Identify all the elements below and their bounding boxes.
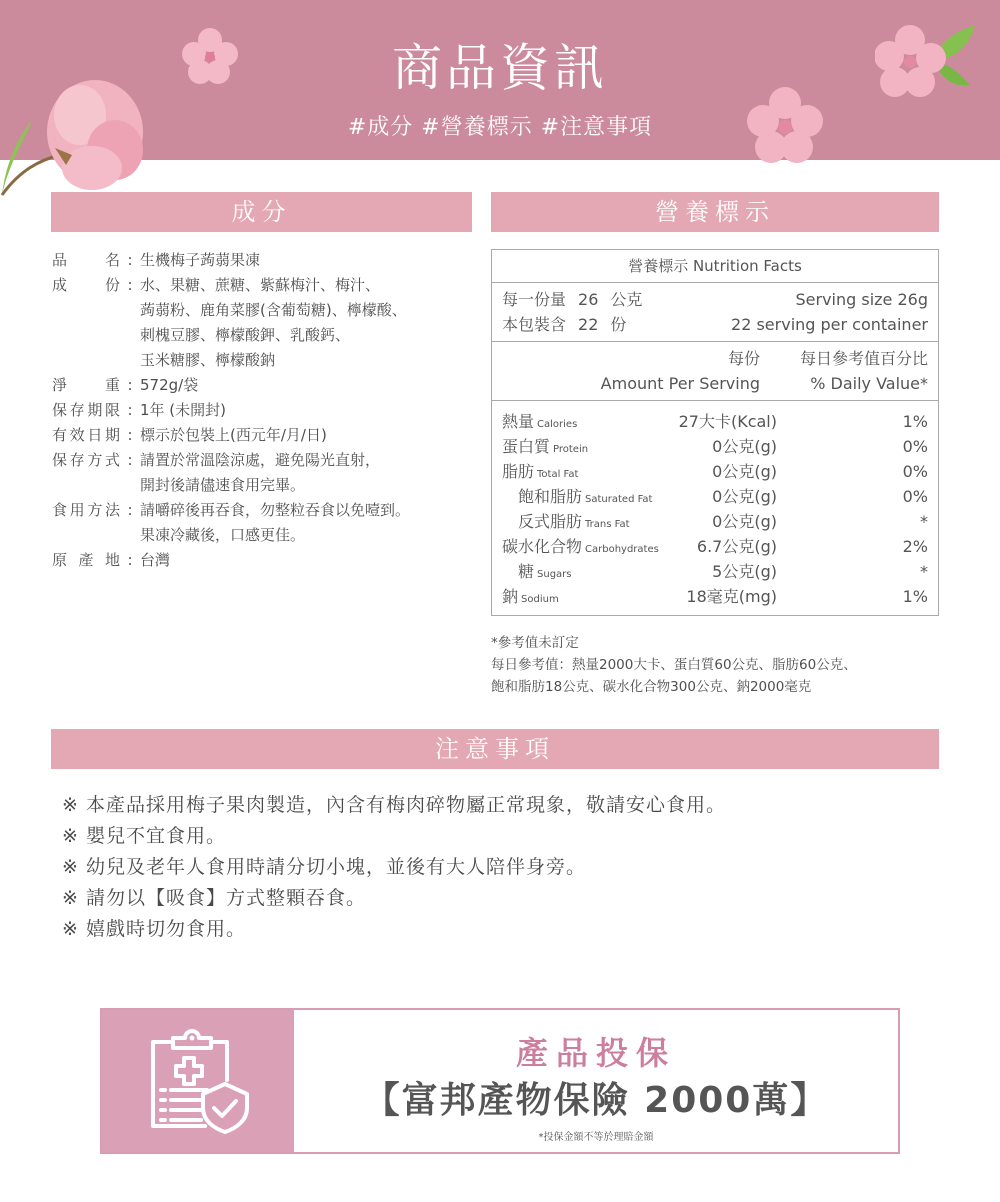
amount-header-cn: 每份 [727,349,760,368]
serving-size-label: 每一份量 [502,290,567,309]
ingredient-label: 食 用 方 法 : [52,501,133,519]
dv-header-en: % Daily Value* [810,374,928,393]
section-bar-precautions: 注意事項 [51,729,939,769]
insurance-note: *投保金額不等於理賠金額 [538,1132,654,1143]
insurance-icon-panel [102,1010,294,1152]
precaution-item: ※ 本產品採用梅子果肉製造，內含有梅肉碎物屬正常現象，敬請安心食用。 [62,794,726,816]
header-banner [0,0,1000,160]
nutrient-amount: 0公克(g) [712,512,777,531]
ingredient-value: 請置於常溫陰涼處，避免陽光直射， [140,451,381,469]
ingredient-label: 淨 重 : [52,376,133,394]
section-bar-ingredients: 成分 [51,192,472,232]
nutrient-dv: 0% [902,462,928,481]
page-tags: #成分 #營養標示 #注意事項 [347,115,653,140]
servings-count-value: 22 [578,315,599,334]
nutrient-row: 熱量 Calories 27大卡(Kcal) 1% [502,409,928,434]
insurance-text [294,1010,898,1152]
nutrient-row: 脂肪 Total Fat 0公克(g) 0% [502,459,928,484]
ingredient-label: 品 名 : [52,251,133,269]
ingredient-row-name [52,248,482,273]
nutrient-row: 蛋白質 Protein 0公克(g) 0% [502,434,928,459]
nutrient-row: 飽和脂肪 Saturated Fat 0公克(g) 0% [502,484,928,509]
precaution-item: ※ 嬰兒不宜食用。 [62,825,226,847]
serving-size-value: 26 [578,290,599,309]
dv-header-cn: 每日參考值百分比 [799,349,928,368]
nutrient-dv: 1% [902,587,928,606]
nutrient-row: 碳水化合物 Carbohydrates 6.7公克(g) 2% [502,534,928,559]
nutrient-dv: 1% [902,412,928,431]
ingredient-value: 生機梅子蒟蒻果凍 [140,251,261,269]
nutrient-dv: * [920,562,928,581]
nutrient-amount: 0公克(g) [712,487,777,506]
nutrient-row: 鈉 Sodium 18毫克(mg) 1% [502,584,928,609]
precaution-item: ※ 嬉戲時切勿食用。 [62,918,246,940]
nutrition-column-headers [492,342,938,401]
nutrition-rows [492,401,938,615]
ingredient-value: 標示於包裝上(西元年/月/日) [140,426,327,444]
ingredient-row-expiry [52,423,482,448]
precaution-item: ※ 幼兒及老年人食用時請分切小塊，並後有大人陪伴身旁。 [62,856,586,878]
nutrient-amount: 18毫克(mg) [686,587,777,606]
nutrient-dv: 2% [902,537,928,556]
insurance-box [100,1008,900,1154]
ingredient-row-storage [52,448,482,498]
ingredient-value: 刺槐豆膠、檸檬酸鉀、乳酸鈣、 [140,326,351,344]
ingredients-list [52,248,482,573]
ingredient-value: 開封後請儘速食用完畢。 [140,476,306,494]
ingredient-label: 成 份 : [52,276,133,294]
nutrition-note: 飽和脂肪18公克、碳水化合物300公克、鈉2000毫克 [491,679,812,695]
ingredient-label: 原 產 地 : [52,551,133,569]
nutrient-amount: 5公克(g) [712,562,777,581]
ingredient-value: 玉米糖膠、檸檬酸鈉 [140,351,276,369]
insurance-amount: 【富邦產物保險 2000萬】 [363,1080,829,1121]
servings-count-en: 22 serving per container [731,315,928,334]
nutrient-dv: * [920,512,928,531]
nutrient-dv: 0% [902,487,928,506]
ingredient-value: 572g/袋 [140,376,199,394]
precautions-list [62,790,942,945]
nutrition-table-title: 營養標示 Nutrition Facts [492,250,938,283]
insurance-title: 產品投保 [515,1034,676,1072]
ingredient-value: 1年 (未開封) [140,401,227,419]
ingredient-label: 有 效 日 期 : [52,426,133,444]
nutrient-dv: 0% [902,437,928,456]
page-title: 商品資訊 [392,39,608,97]
section-bar-nutrition: 營養標示 [491,192,939,232]
nutrient-amount: 27大卡(Kcal) [678,412,777,431]
nutrient-amount: 0公克(g) [712,462,777,481]
ingredient-value: 水、果糖、蔗糖、紫蘇梅汁、梅汁、 [140,276,381,294]
nutrient-amount: 0公克(g) [712,437,777,456]
ingredient-row-usage [52,498,482,548]
ingredient-row-origin [52,548,482,573]
ingredient-row-contents [52,273,482,373]
serving-size-en: Serving size 26g [795,290,928,309]
clipboard-shield-icon [143,1028,253,1134]
nutrition-note: 每日參考值：熱量2000大卡、蛋白質60公克、脂肪60公克、 [491,657,857,673]
ingredient-value: 蒟蒻粉、鹿角菜膠(含葡萄糖)、檸檬酸、 [140,301,407,319]
ingredient-row-weight [52,373,482,398]
nutrient-row: 反式脂肪 Trans Fat 0公克(g) * [502,509,928,534]
serving-size-unit: 公克 [610,290,643,309]
nutrition-note: *參考值未訂定 [491,635,579,651]
servings-count-label: 本包裝含 [502,315,567,334]
nutrient-amount: 6.7公克(g) [696,537,777,556]
precaution-item: ※ 請勿以【吸食】方式整顆吞食。 [62,887,366,909]
ingredient-row-shelf-life [52,398,482,423]
ingredient-label: 保 存 期 限 : [52,401,133,419]
nutrition-facts-table [491,249,939,616]
ingredient-value: 果凍冷藏後，口感更佳。 [140,526,306,544]
serving-info [492,283,938,342]
amount-header-en: Amount Per Serving [600,374,760,393]
ingredient-value: 請嚼碎後再吞食，勿整粒吞食以免噎到。 [140,501,411,519]
ingredient-label: 保 存 方 式 : [52,451,133,469]
servings-count-unit: 份 [610,315,627,334]
nutrition-notes [491,632,951,698]
ingredient-value: 台灣 [140,551,171,569]
nutrient-row: 糖 Sugars 5公克(g) * [502,559,928,584]
